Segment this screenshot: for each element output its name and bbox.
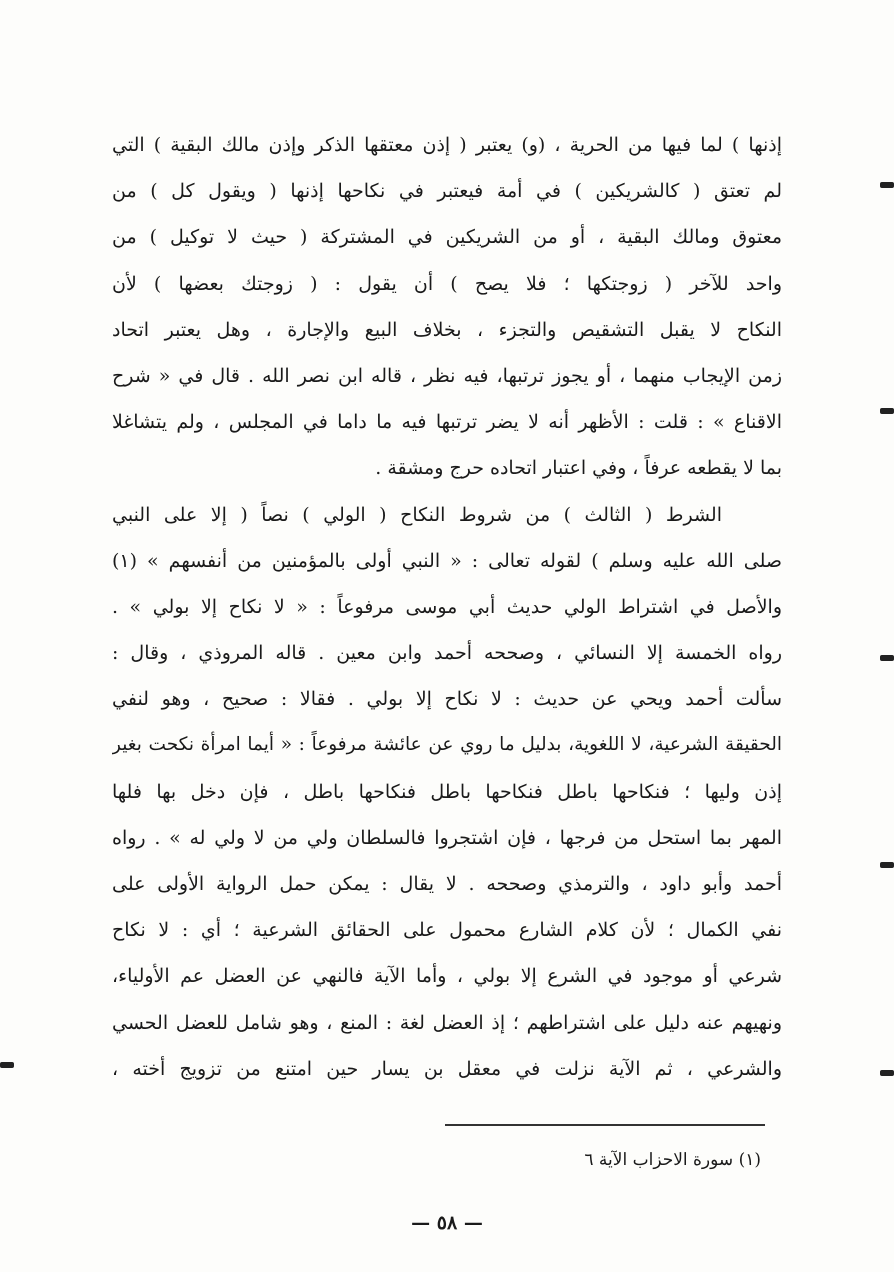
body-line: والأصل في اشتراط الولي حديث أبي موسى مرفوعاً : « لا نكاح إلا بولي » . <box>112 595 782 618</box>
scan-edge-mark <box>880 408 894 414</box>
body-line: المهر بما استحل من فرجها ، فإن اشتجروا فالسلطان ولي من لا ولي له » . رواه <box>112 826 782 849</box>
body-line: إذن وليها ؛ فنكاحها باطل فنكاحها باطل فنكاحها باطل ، فإن دخل بها فلها <box>112 780 782 803</box>
body-line: الحقيقة الشرعية، لا اللغوية، بدليل ما روي عن عائشة مرفوعاً : « أيما امرأة نكحت بغير <box>112 734 782 756</box>
body-line: والشرعي ، ثم الآية نزلت في معقل بن يسار حين امتنع من تزويج أخته ، <box>112 1057 782 1080</box>
body-line: نفي الكمال ؛ لأن كلام الشارع محمول على الحقائق الشرعية ؛ أي : لا نكاح <box>112 919 782 942</box>
body-line: رواه الخمسة إلا النسائي ، وصححه أحمد وابن معين . قاله المروذي ، وقال : <box>112 642 782 665</box>
body-line: زمن الإيجاب منهما ، أو يجوز ترتبها، فيه نظر ، قاله ابن نصر الله . قال في « شرح <box>112 364 782 387</box>
body-line: الاقناع » : قلت : الأظهر أنه لا يضر ترتبها فيه ما داما في المجلس ، ولم يتشاغلا <box>112 411 782 434</box>
body-line: أحمد وأبو داود ، والترمذي وصححه . لا يقال : يمكن حمل الرواية الأولى على <box>112 873 782 895</box>
scan-edge-mark <box>880 1070 894 1076</box>
body-text <box>112 122 782 1092</box>
scan-edge-mark <box>0 1062 14 1068</box>
body-line: معتوق ومالك البقية ، أو من الشريكين في المشتركة ( حيث لا توكيل ) من <box>112 226 782 249</box>
body-line: صلى الله عليه وسلم ) لقوله تعالى : « النبي أولى بالمؤمنين من أنفسهم » (١) <box>112 549 782 572</box>
body-line: إذنها ) لما فيها من الحرية ، (و) يعتبر ( إذن معتقها الذكر وإذن مالك البقية ) التي <box>112 134 782 156</box>
footnote-divider <box>445 1124 765 1126</box>
scan-edge-mark <box>880 182 894 188</box>
body-line: الشرط ( الثالث ) من شروط النكاح ( الولي ) نصاً ( إلا على النبي <box>112 503 722 526</box>
body-line: واحد للآخر ( زوجتكها ؛ فلا يصح ) أن يقول : ( زوجتك بعضها ) لأن <box>112 272 782 295</box>
scan-edge-mark <box>880 862 894 868</box>
body-line: بما لا يقطعه عرفاً ، وفي اعتبار اتحاده حرج ومشقة . <box>375 457 782 480</box>
body-line: النكاح لا يقبل التشقيص والتجزء ، بخلاف البيع والإجارة ، وهل يعتبر اتحاد <box>112 318 782 341</box>
footnote: (١) سورة الاحزاب الآية ٦ <box>584 1150 761 1170</box>
scan-edge-mark <box>880 655 894 661</box>
body-line: شرعي أو موجود في الشرع إلا بولي ، وأما الآية فالنهي عن العضل عم الأولياء، <box>112 965 782 988</box>
body-line: سألت أحمد ويحي عن حديث : لا نكاح إلا بولي . فقالا : صحيح ، وهو لنفي <box>112 688 782 711</box>
body-line: ونهيهم عنه دليل على اشتراطهم ؛ إذ العضل لغة : المنع ، وهو شامل للعضل الحسي <box>112 1011 782 1034</box>
body-line: لم تعتق ( كالشريكين ) في أمة فيعتبر في نكاحها إذنها ( ويقول كل ) من <box>112 180 782 203</box>
page-number: — ٥٨ — <box>411 1212 483 1234</box>
